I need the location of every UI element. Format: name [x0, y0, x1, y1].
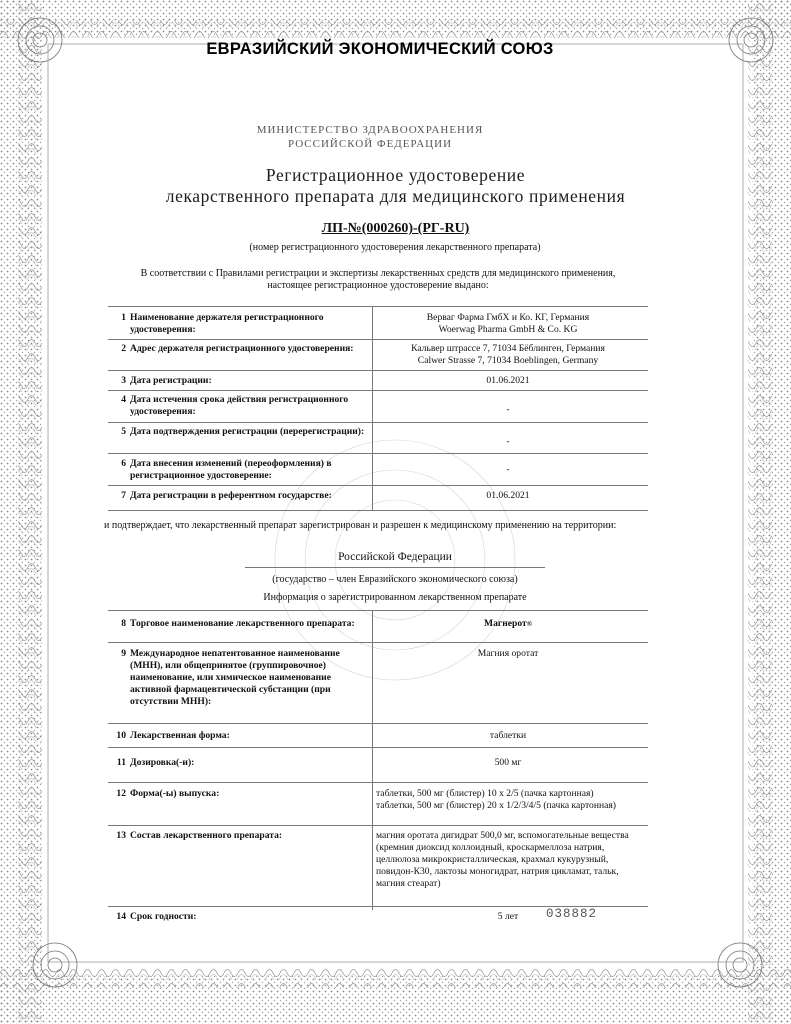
row-number: 4 [121, 394, 126, 405]
row-label: Дата регистрации: [130, 375, 212, 386]
certificate-title-line-2: лекарственного препарата для медицинского применения [165, 186, 626, 206]
row-number: 2 [121, 343, 126, 354]
row-value-line-2: Woerwag Pharma GmbH & Co. KG [438, 324, 578, 335]
intro-line-1: В соответствии с Правилами регистрации и экспертизы лекарственных средств для медицинского применения, [140, 268, 616, 279]
row-value-line-1: Верваг Фарма ГмбХ и Ко. КГ, Германия [426, 312, 590, 323]
registered-mark: ® [526, 620, 532, 628]
row-label: Дата подтверждения регистрации (перерегистрации): [130, 426, 365, 437]
trade-name: Магнерот [484, 618, 527, 629]
serial-number: 038882 [546, 907, 598, 921]
ministry-name [200, 123, 540, 151]
row-value: 01.06.2021 [486, 375, 530, 386]
intro-text [108, 268, 648, 292]
registration-number-caption: (номер регистрационного удостоверения лекарственного препарата) [249, 242, 541, 253]
row-number: 9 [121, 648, 126, 659]
row-number: 8 [121, 618, 126, 629]
union-title: ЕВРАЗИЙСКИЙ ЭКОНОМИЧЕСКИЙ СОЮЗ [206, 40, 554, 58]
row-label: Торговое наименование лекарственного препарата: [130, 618, 355, 629]
row-label: Дозировка(-и): [130, 757, 195, 768]
row-number: 7 [121, 490, 126, 501]
release-form-2: таблетки, 500 мг (блистер) 20 x 1/2/3/4/5 (пачка картонная) [376, 800, 616, 811]
row-label: Состав лекарственного препарата: [130, 830, 283, 841]
country-caption: (государство – член Евразийского экономического союза) [272, 574, 518, 585]
ministry-line-2: РОССИЙСКОЙ ФЕДЕРАЦИИ [287, 138, 453, 150]
row-value: 5 лет [497, 911, 519, 922]
certificate-title-line-1: Регистрационное удостоверение [265, 165, 526, 185]
release-form-1: таблетки, 500 мг (блистер) 10 x 2/5 (пачка картонная) [376, 788, 594, 799]
row-label: Дата внесения изменений (переоформления) в регистрационное удостоверение: [130, 458, 332, 481]
row-value: - [506, 464, 510, 475]
row-number: 5 [121, 426, 126, 437]
intro-line-2: настоящее регистрационное удостоверение выдано: [267, 280, 489, 291]
row-value [376, 618, 640, 630]
row-label: Дата регистрации в референтном государстве: [130, 490, 332, 501]
row-value [376, 343, 640, 367]
ministry-line-1: МИНИСТЕРСТВО ЗДРАВООХРАНЕНИЯ [256, 124, 484, 136]
row-number: 13 [116, 830, 126, 841]
row-number: 14 [116, 911, 126, 922]
row-value-line-1: Кальвер штрассе 7, 71034 Бёблинген, Германия [411, 343, 605, 354]
row-label: Дата истечения срока действия регистрационного удостоверения: [130, 394, 349, 417]
row-label: Форма(-ы) выпуска: [130, 788, 220, 799]
row-value: Магния оротат [477, 648, 539, 659]
product-info-heading: Информация о зарегистрированном лекарственном препарате [263, 592, 527, 603]
row-number: 10 [116, 730, 126, 741]
row-value: магния оротата дигидрат 500,0 мг, вспомогательные вещества (кремния диоксид коллоидный, кроскармеллоза натрия, целлюлоза микрокристаллическая, крахмал кукурузный, повидон-К30, лактозы моногидрат, натрия цикламат, тальк, магния стеарат) [376, 830, 629, 889]
row-value: таблетки [489, 730, 527, 741]
row-value: 500 мг [494, 757, 522, 768]
row-label: Лекарственная форма: [130, 730, 230, 741]
row-number: 12 [116, 788, 126, 799]
row-number: 1 [121, 312, 126, 323]
row-number: 6 [121, 458, 126, 469]
row-label: Наименование держателя регистрационного удостоверения: [130, 312, 324, 335]
country: Российской Федерации [338, 551, 452, 563]
certificate-title [90, 165, 701, 207]
row-value: - [506, 436, 510, 447]
row-number: 11 [116, 757, 126, 768]
row-value [376, 788, 640, 812]
row-number: 3 [121, 375, 126, 386]
row-value [376, 312, 640, 336]
row-label: Адрес держателя регистрационного удостоверения: [130, 343, 354, 354]
registration-number: ЛП-№(000260)-(РГ-RU) [321, 221, 470, 236]
confirmation-text: и подтверждает, что лекарственный препарат зарегистрирован и разрешен к медицинскому применению на территории: [104, 520, 617, 531]
row-label: Срок годности: [130, 911, 197, 922]
row-value: 01.06.2021 [486, 490, 530, 501]
row-label: Международное непатентованное наименование (МНН), или общепринятое (группировочное) наименование, или химическое наименование активной фармацевтической субстанции (при отсутствии МНН): [130, 648, 340, 707]
row-value: - [506, 404, 510, 415]
row-value-line-2: Calwer Strasse 7, 71034 Boeblingen, Germany [417, 355, 599, 366]
